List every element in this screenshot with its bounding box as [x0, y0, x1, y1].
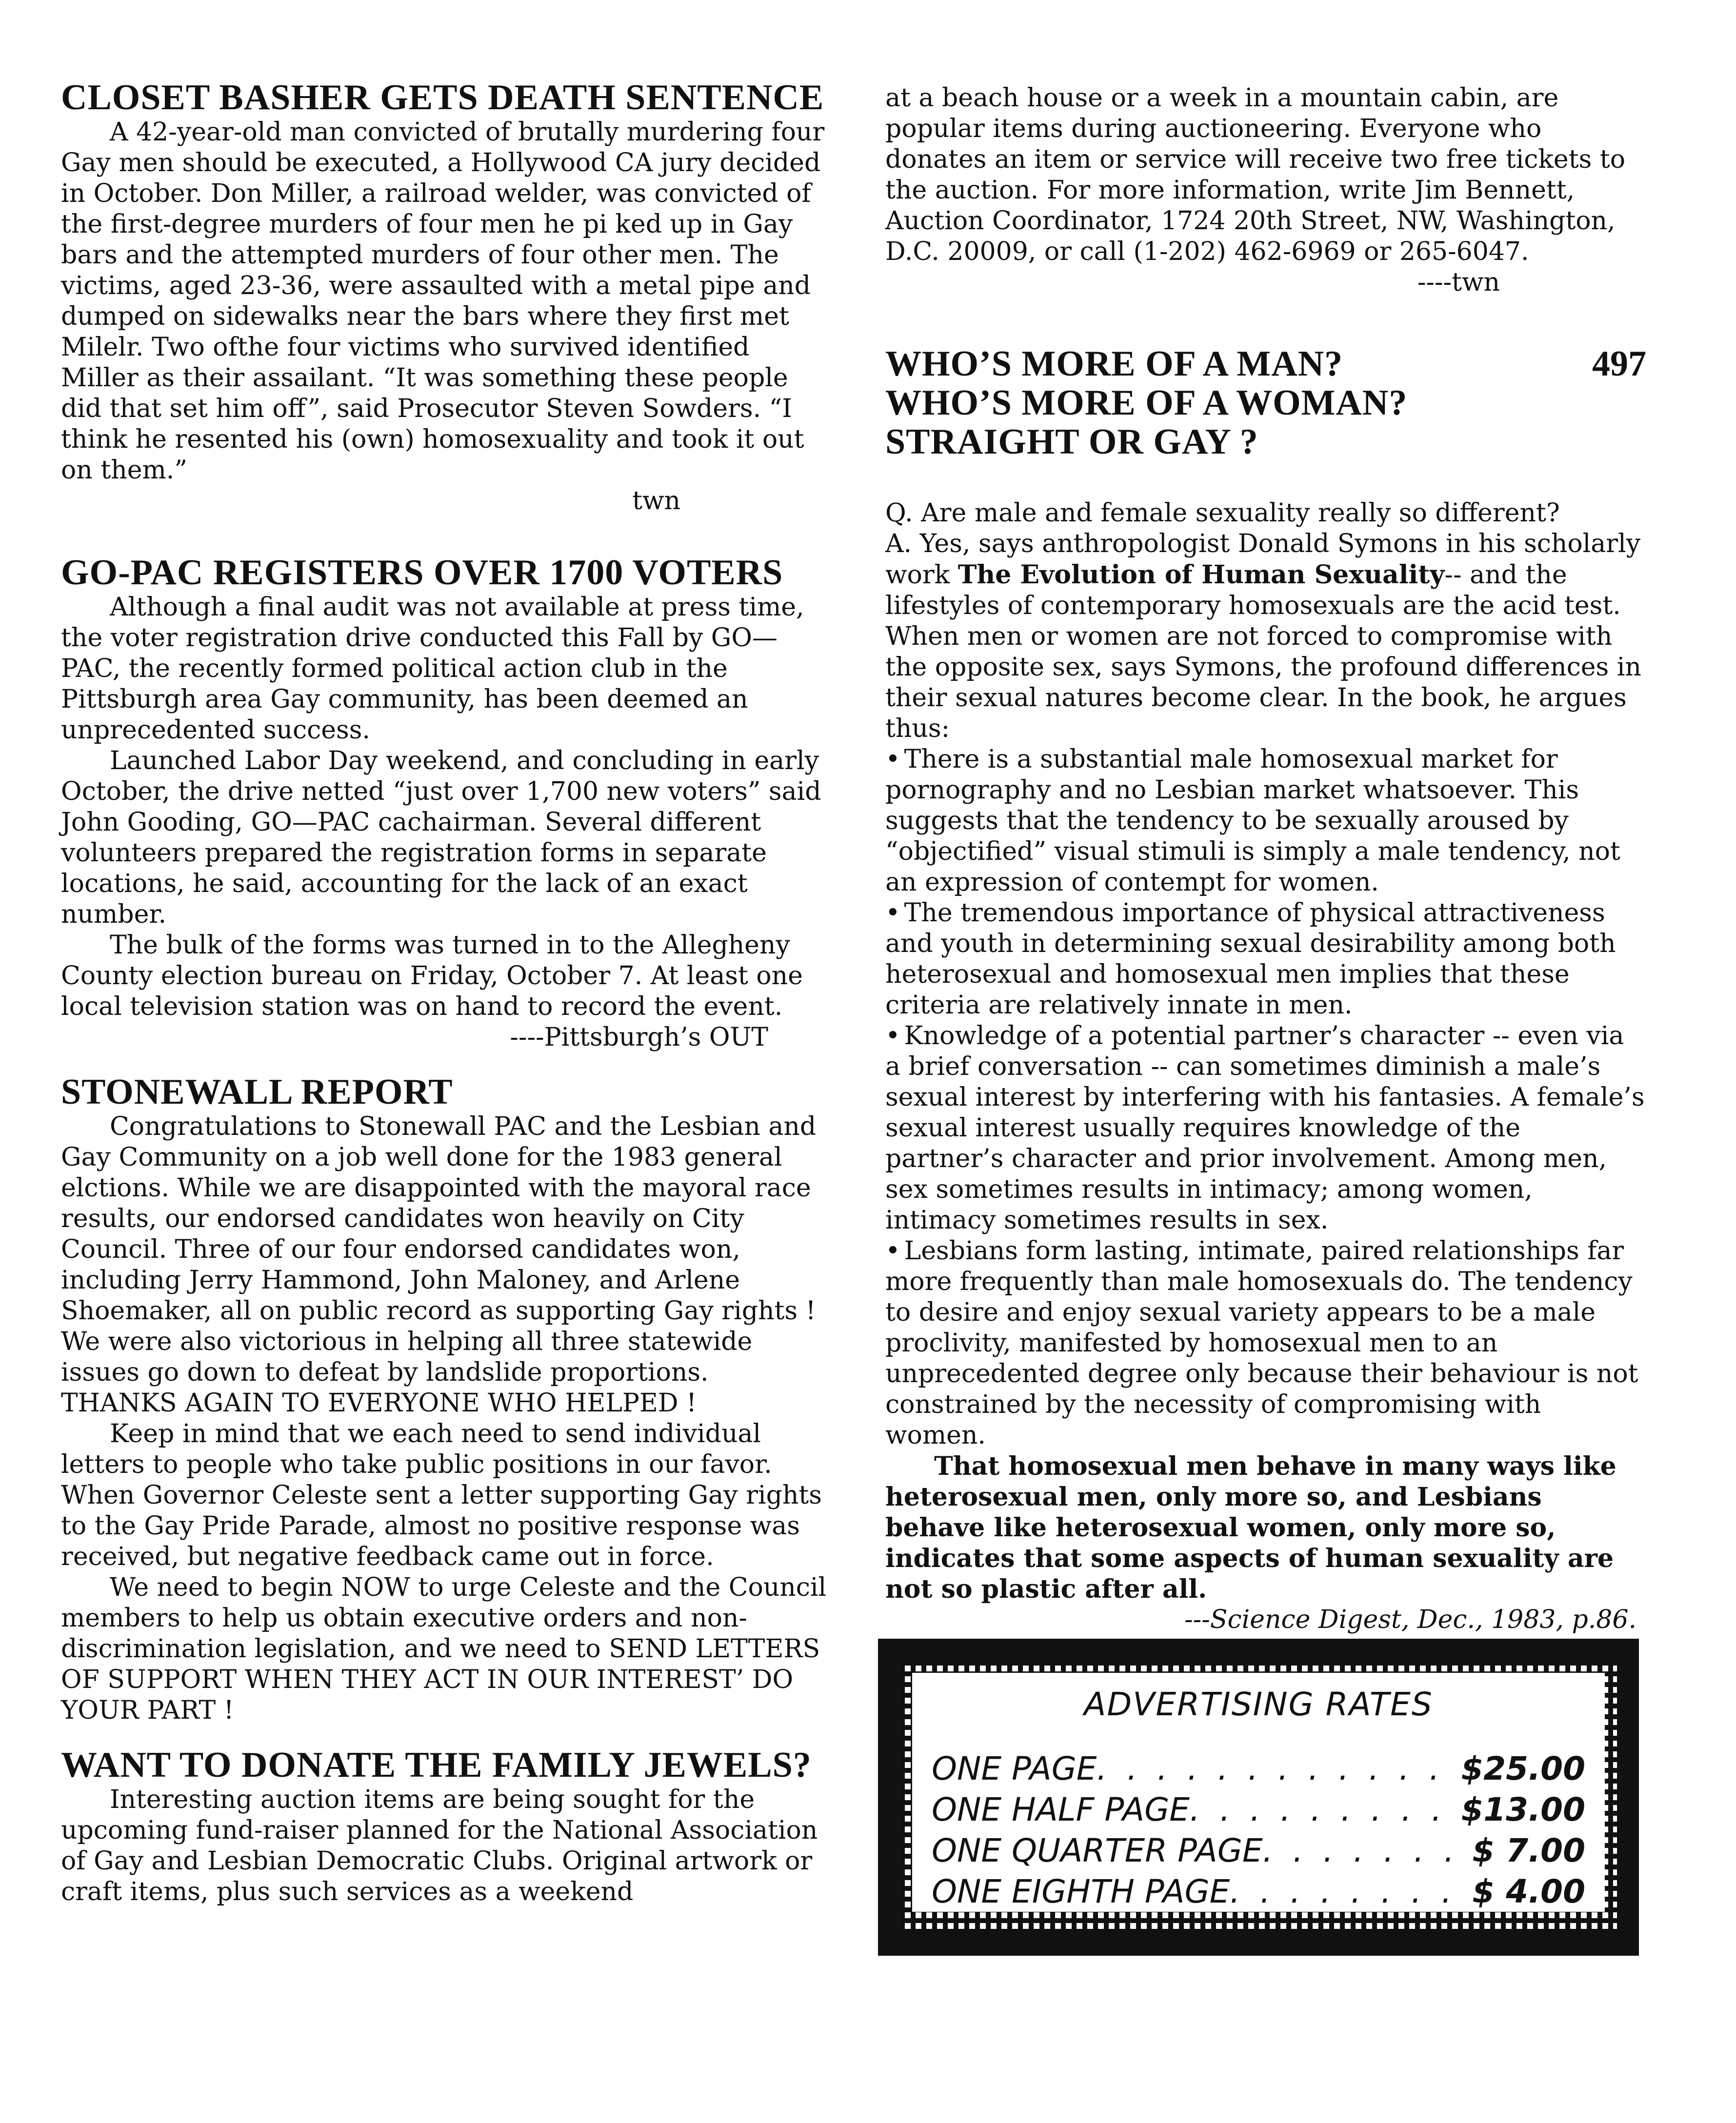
advertising-rates-list: [912, 1748, 1605, 1912]
article-credit: twn: [632, 486, 680, 516]
headline: STONEWALL REPORT: [61, 1072, 453, 1112]
answer-paragraph: [885, 529, 1646, 744]
article-paragraph: A 42-year-old man convicted of brutally murdering four Gay men should be executed, a Hollywood CA jury decided in October. Don Miller, a railroad welder, was convicted of the first-degree murders of four men he pi ked up in Gay bars and the attempted murders of four other men. The victims, aged 23-36, were assaulted with a metal pipe and dumped on sidewalks near the bars where they first met Milelr. Two ofthe four victims who survived identified Miller as their assailant. “It was something these people did that set him off”, said Prosecutor Steven Sowders. “I think he resented his (own) homosexuality and took it out on them.”: [61, 118, 825, 485]
headline-line: STRAIGHT OR GAY ?: [885, 422, 1258, 462]
advertising-rates-panel: [912, 1673, 1605, 1912]
bullet-point: • Lesbians form lasting, intimate, paired relationships far more frequently than male homosexuals do. The tendency to desire and enjoy sexual variety appears to be a male proclivity, manifested by homosexual men to an unprecedented degree only because their behaviour is not constrained by the necessity of compromising with women.: [885, 1236, 1646, 1451]
conclusion-block: [885, 1451, 1646, 1605]
dot-leader: [1190, 1789, 1458, 1830]
rate-price: $ 4.00: [1472, 1873, 1585, 1910]
article-paragraph: Launched Labor Day weekend, and concluding in early October, the drive netted “just over 1,700 new voters” said John Gooding, GO—PAC cachairman. Several different volunteers prepared the registration forms in separate locations, he said, accounting for the lack of an exact number.: [61, 746, 821, 929]
rate-label: ONE QUARTER PAGE: [932, 1832, 1263, 1869]
article-credit: ----twn: [1417, 268, 1500, 297]
rate-label: ONE EIGHTH PAGE: [932, 1873, 1230, 1910]
headline: GO-PAC REGISTERS OVER 1700 VOTERS: [61, 553, 783, 593]
headline: CLOSET BASHER GETS DEATH SENTENCE: [61, 78, 824, 118]
article-paragraph: Congratulations to Stonewall PAC and the Lesbian and Gay Community on a job well done for the 1983 general elctions. While we are disappointed with the mayoral race results, our endorsed candidates won heavily on City Council. Three of our four endorsed candidates won, including Jerry Hammond, John Maloney, and Arlene Shoemaker, all on public record as supporting Gay rights ! We were also victorious in helping all three statewide issues go down to defeat by landslide proportions. THANKS AGAIN TO EVERYONE WHO HELPED !: [61, 1112, 817, 1418]
article-family-jewels: [61, 1746, 827, 1907]
headline: WANT TO DONATE THE FAMILY JEWELS?: [61, 1745, 812, 1785]
answer-rest: -- and the lifestyles of contemporary homosexuals are the acid test. When men or women are not forced to compromise with the opposite sex, says Symons, the profound differences in their sexual natures become clear. In the book, he argues thus:: [885, 560, 1641, 743]
article-paragraph: We need to begin NOW to urge Celeste and the Council members to help us obtain executive orders and non-discrimination legislation, and we need to SEND LETTERS OF SUPPORT WHEN THEY ACT IN OUR INTEREST’ DO YOUR PART !: [61, 1573, 827, 1725]
article-whos-more: [885, 344, 1646, 1635]
article-closet-basher: [61, 78, 827, 516]
dot-leader: [1097, 1748, 1458, 1789]
article-credit: ---Science Digest, Dec., 1983, p.86.: [1184, 1605, 1636, 1634]
answer-intro: A. Yes, says anthropologist Donald Symons in his scholarly work: [885, 529, 1641, 590]
article-paragraph: Although a final audit was not available at press time, the voter registration drive conducted this Fall by GO—PAC, the recently formed political action club in the Pittsburgh area Gay community, has been deemed an unprecedented success.: [61, 593, 804, 745]
rate-price: $ 7.00: [1472, 1832, 1585, 1869]
dot-leader: [1263, 1830, 1458, 1871]
headline-block: [885, 344, 1407, 461]
left-column: [61, 78, 827, 1907]
dot-leader: [1230, 1871, 1458, 1912]
book-title: The Evolution of Human Sexuality: [958, 560, 1445, 590]
headline-line: WHO’S MORE OF A WOMAN?: [885, 383, 1408, 423]
conclusion-paragraph: That homosexual men behave in many ways like heterosexual men, only more so, and Lesbians behave like heterosexual women, only more so, indicates that some aspects of human sexuality are not so plastic after all.: [885, 1451, 1616, 1604]
article-credit: ----Pittsburgh’s OUT: [510, 1023, 768, 1052]
article-paragraph: Interesting auction items are being sought for the upcoming fund-raiser planned for the National Association of Gay and Lesbian Democratic Clubs. Original artwork or craft items, plus such services as a weekend: [61, 1785, 818, 1906]
page-number: 497: [1592, 344, 1646, 384]
rate-row: [932, 1871, 1585, 1912]
advertising-rates-box: [878, 1639, 1639, 1956]
rate-price: $25.00: [1461, 1750, 1585, 1787]
rate-label: ONE HALF PAGE: [932, 1791, 1190, 1828]
rate-row: [932, 1830, 1585, 1871]
bullet-point: • Knowledge of a potential partner’s character -- even via a brief conversation -- can sometimes diminish a male’s sexual interest by interfering with his fantasies. A female’s sexual interest usually requires knowledge of the partner’s character and prior involvement. Among men, sex sometimes results in intimacy; among women, intimacy sometimes results in sex.: [885, 1021, 1646, 1236]
article-paragraph: The bulk of the forms was turned in to the Allegheny County election bureau on Friday, October 7. At least one local television station was on hand to record the event.: [61, 931, 803, 1021]
headline-line: WHO’S MORE OF A MAN?: [885, 344, 1343, 384]
article-paragraph: Keep in mind that we each need to send individual letters to people who take public positions in our favor. When Governor Celeste sent a letter supporting Gay rights to the Gay Pride Parade, almost no positive response was received, but negative feedback came out in force.: [61, 1419, 822, 1571]
question-line: Q. Are male and female sexuality really so different?: [885, 498, 1560, 528]
right-column: [885, 83, 1646, 1635]
article-paragraph: at a beach house or a week in a mountain cabin, are popular items during auctioneering. Everyone who donates an item or service will receive two free tickets to the auction. For more information, write Jim Bennett, Auction Coordinator, 1724 20th Street, NW, Washington, D.C. 20009, or call (1-202) 462-6969 or 265-6047.: [885, 83, 1626, 266]
article-stonewall-report: [61, 1072, 827, 1726]
article-continuation: [885, 83, 1646, 298]
bullet-point: • The tremendous importance of physical attractiveness and youth in determining sexual desirability among both heterosexual and homosexual men implies that these criteria are relatively innate in men.: [885, 898, 1646, 1021]
rate-row: [932, 1789, 1585, 1830]
rate-label: ONE PAGE: [932, 1750, 1097, 1787]
advertising-rates-title: ADVERTISING RATES: [1084, 1686, 1433, 1723]
article-go-pac: [61, 553, 827, 1053]
bullet-point: • There is a substantial male homosexual market for pornography and no Lesbian market whatsoever. This suggests that the tendency to be sexually aroused by “objectified” visual stimuli is simply a male tendency, not an expression of contempt for women.: [885, 744, 1646, 898]
headline-row: [885, 344, 1646, 461]
rate-price: $13.00: [1461, 1791, 1585, 1828]
rate-row: [932, 1748, 1585, 1789]
